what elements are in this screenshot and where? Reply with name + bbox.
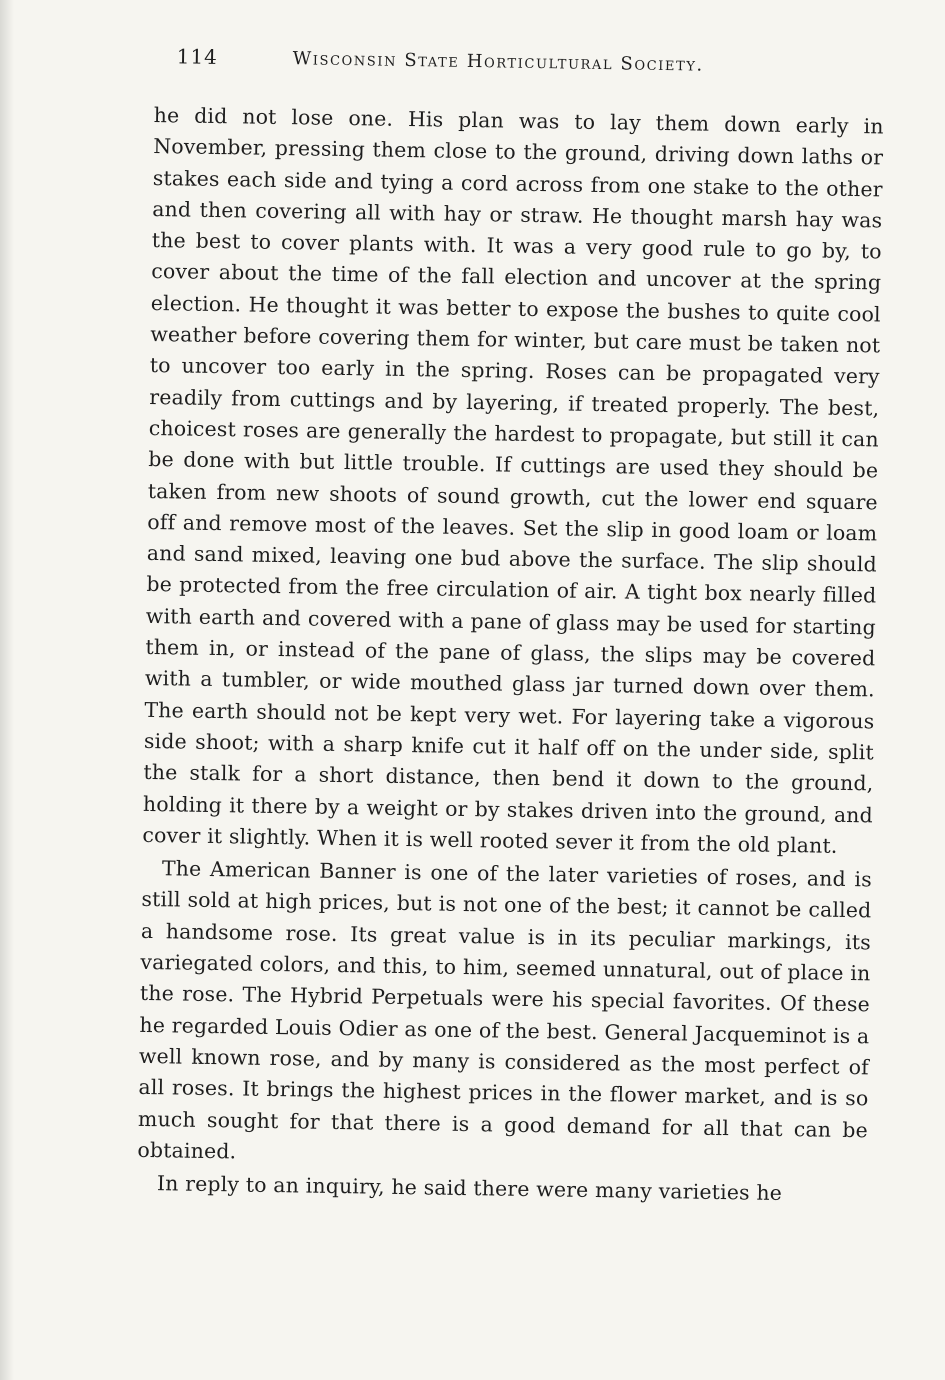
document-page [134,38,884,1359]
body-text [137,100,884,1211]
paragraph-inquiry: In reply to an inquiry, he said there were many varieties he [156,1171,783,1206]
page-number: 114 [176,44,219,69]
paragraph-cuttings-layering: he did not lose one. His plan was to lay them down early in November, pressing them close to the ground, driving down laths or stakes each side and tying a cord across from one stake to the other and then covering all with hay or straw. He thought marsh hay was the best to cover plants with. It was a very good rule to go by, to cover about the time of the fall election and uncover at the spring election. He thought it was better to expose the bushes to quite cool weather before covering them for winter, but care must be taken not to uncover too early in the spring. Roses can be propagated very readily from cuttings and by layering, if treated properly. The best, choicest roses are generally the hardest to propagate, but still it can be done with but little trouble. If cuttings are used they should be taken from new shoots of sound growth, cut the lower end square off and remove most of the leaves. Set the slip in good loam or loam and sand mixed, leaving one bud above the surface. The slip should be protected from the free circulation of air. A tight box nearly filled with earth and covered with a pane of glass may be used for starting them in, or instead of the pane of glass, the slips may be covered with a tumbler, or wide mouthed glass jar turned down over them. The earth should not be kept very wet. For layering take a vigorous side shoot; with a sharp knife cut it half off on the under side, split the stalk for a short distance, then bend it down to the ground, holding it there by a weight or by stakes driven into the ground, and cover it slightly. When it is well rooted sever it from the old plant. [142,102,884,858]
page-header [154,38,885,89]
running-title: Wisconsin State Horticultural Society. [292,48,705,76]
paragraph-american-banner: The American Banner is one of the later varieties of roses, and is still sold at high prices, but is not one of the best; it cannot be called a handsome rose. Its great value is in its peculiar markings, its variegated colors, and this, to him, seemed unnatural, out of place in the rose. The Hybrid Perpetuals were his special favorites. Of these he regarded Louis Odier as one of the best. General Jacqueminot is a well known rose, and by many is considered as the most perfect of all roses. It brings the highest prices in the flower market, and is so much sought for that there is a good demand for all that can be obtained. [137,856,873,1164]
scan-page-edge [0,0,14,1380]
